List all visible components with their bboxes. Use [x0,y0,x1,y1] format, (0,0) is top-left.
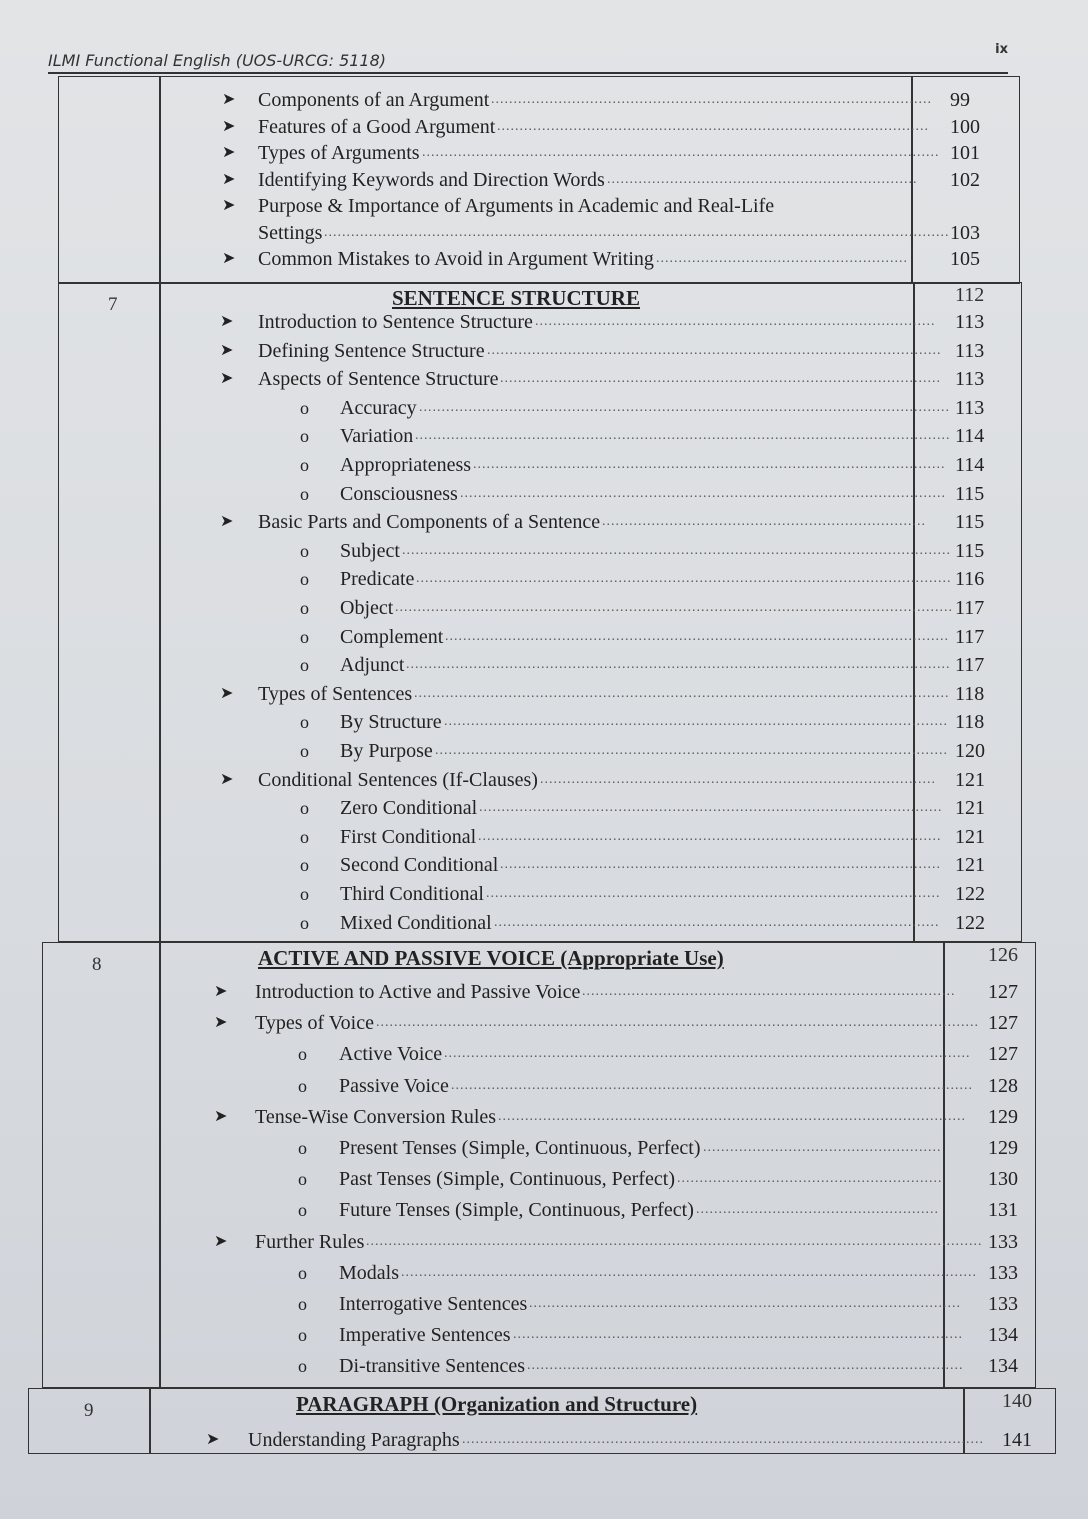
circle-bullet-icon: o [298,1200,307,1221]
entry-page-number: 99 [950,89,970,111]
entry-page-number: 133 [988,1261,1018,1284]
arrow-bullet-icon: ➤ [214,1232,228,1250]
arrow-bullet-icon: ➤ [220,684,234,702]
entry-label: Types of Sentences [258,682,413,705]
entry-label: Zero Conditional [340,797,478,820]
leader-dots: ........................................................... [677,1171,943,1187]
leader-dots: ................................................................................................ [529,1296,961,1311]
entry-page-number: 115 [955,539,985,562]
entry-label: Further Rules [255,1230,365,1253]
entry-label: Conditional Sentences (If-Clauses) [258,768,538,791]
entry-page-number: 102 [950,168,980,191]
page-number-roman: ix [995,42,1008,57]
circle-bullet-icon: o [300,712,309,733]
circle-bullet-icon: o [300,455,309,475]
leader-dots: ........................................................ [656,251,908,266]
circle-bullet-icon: o [298,1169,307,1190]
entry-page-number: 141 [1002,1429,1032,1451]
circle-bullet-icon: o [300,912,309,933]
circle-bullet-icon: o [300,540,309,561]
entry-label: Features of a Good Argument [258,115,496,138]
entry-page-number: 128 [988,1074,1018,1097]
entry-label: Future Tenses (Simple, Continuous, Perfect) [339,1199,694,1222]
circle-bullet-icon: o [300,626,309,647]
leader-dots: ........................................................................................ [540,771,936,787]
entry-page-number: 129 [988,1105,1018,1128]
arrow-bullet-icon: ➤ [220,341,234,359]
leader-dots: ...................................................... [696,1202,939,1218]
toc-entry [0,337,1088,365]
toc-entry [0,651,1088,679]
circle-bullet-icon: o [300,397,309,418]
entry-label: Purpose & Importance of Arguments in Academic and Real-Life [258,195,775,217]
toc-entry [0,166,1088,194]
entry-page-number: 113 [955,339,985,362]
toc-entry [0,451,1088,479]
arrow-bullet-icon: ➤ [222,91,236,108]
toc-entry [0,1040,1088,1068]
toc-entry [0,880,1088,908]
toc-entry [0,219,1088,247]
entry-page-number: 121 [955,768,985,791]
entry-label: Understanding Paragraphs [248,1429,460,1451]
entry-label: Di-transitive Sentences [339,1355,526,1378]
entry-page-number: 133 [988,1293,1018,1315]
circle-bullet-icon: o [300,598,309,618]
entry-label: Past Tenses (Simple, Continuous, Perfect) [339,1168,675,1191]
entry-page-number: 121 [955,854,985,877]
entry-label: Mixed Conditional [340,911,492,934]
leader-dots: ....................................................................................................................... [415,428,951,444]
toc-entry [0,1072,1088,1100]
toc-entry [0,1134,1088,1162]
entry-page-number: 129 [988,1137,1018,1159]
entry-label: Imperative Sentences [339,1324,511,1347]
toc-entry [0,1321,1088,1349]
toc-entry [0,1103,1088,1131]
leader-dots: ................................................................................................ [497,118,929,134]
entry-label: Passive Voice [339,1074,449,1097]
entry-page-number: 101 [950,142,980,164]
entry-label: Active Voice [339,1043,443,1066]
entry-label: Adjunct [340,654,405,677]
entry-label: Accuracy [340,396,417,419]
arrow-bullet-icon: ➤ [222,170,236,188]
circle-bullet-icon: o [300,483,309,504]
toc-entry [0,794,1088,822]
entry-page-number: 117 [955,654,985,677]
entry-page-number: 134 [988,1324,1018,1347]
entry-label: Object [340,597,394,619]
arrow-bullet-icon: ➤ [214,1107,228,1125]
circle-bullet-icon: o [298,1356,307,1377]
leader-dots: ....................................................................................................................... [416,571,952,587]
toc-entry [0,623,1088,651]
entry-label: By Structure [340,711,442,734]
chapter-title: SENTENCE STRUCTURE [392,286,640,310]
entry-page-number: 114 [955,425,985,448]
toc-entry [0,1228,1088,1256]
leader-dots: .................................................................................................. [500,857,941,873]
chapter-page-number: 126 [988,944,1018,966]
entry-page-number: 134 [988,1355,1018,1378]
entry-label: Identifying Keywords and Direction Words [258,168,605,191]
leader-dots: ..................................................................................................................... [444,1046,971,1062]
leader-dots: ...................................................................................................................... [419,399,950,415]
toc-entry [0,680,1088,708]
entry-page-number: 127 [988,1043,1018,1066]
circle-bullet-icon: o [300,741,309,761]
toc-entry [0,1352,1088,1380]
toc-entry [0,594,1088,622]
chapter-number: 8 [92,954,102,975]
toc-entry [0,113,1088,141]
circle-bullet-icon: o [298,1325,307,1346]
arrow-bullet-icon: ➤ [222,197,236,214]
toc-entry [0,1165,1088,1193]
entry-page-number: 122 [955,883,985,905]
leader-dots: ............................................................................................................ [460,485,946,501]
entry-label: Third Conditional [340,883,484,905]
toc-entry [0,537,1088,565]
circle-bullet-icon: o [300,798,309,819]
chapter-number: 9 [84,1400,94,1421]
toc-entry [0,823,1088,851]
entry-page-number: 117 [955,625,985,648]
leader-dots: ....................................................................................................... [478,828,942,844]
entry-page-number: 114 [955,454,985,476]
chapter-number: 7 [108,294,118,315]
circle-bullet-icon: o [300,826,309,847]
entry-page-number: 105 [950,248,980,270]
entry-label: Types of Voice [255,1012,374,1035]
leader-dots: ...................................................................................................................................... [376,1015,979,1031]
chapter-title: PARAGRAPH (Organization and Structure) [296,1392,698,1416]
entry-page-number: 113 [955,396,985,419]
chapter-title: ACTIVE AND PASSIVE VOICE (Appropriate Use) [258,946,724,970]
leader-dots: ................................................................................................. [527,1358,964,1374]
chapter-page-number: 112 [955,284,985,306]
toc-entry [0,1009,1088,1037]
entry-label: Aspects of Sentence Structure [258,368,499,391]
entry-label: Defining Sentence Structure [258,339,485,362]
leader-dots: ..................................................................................................... [487,342,942,358]
toc-entry [0,565,1088,593]
arrow-bullet-icon: ➤ [220,513,234,531]
circle-bullet-icon: o [298,1138,307,1158]
entry-page-number: 130 [988,1168,1018,1191]
entry-label: Predicate [340,568,415,591]
leader-dots: ........................................................................................................ [498,1108,966,1124]
circle-bullet-icon: o [298,1294,307,1314]
entry-label: Consciousness [340,482,458,505]
arrow-bullet-icon: ➤ [222,117,236,135]
entry-page-number: 100 [950,115,980,138]
entry-page-number: 115 [955,482,985,505]
leader-dots: ......................................................................................... [535,314,936,329]
circle-bullet-icon: o [298,1044,307,1065]
arrow-bullet-icon: ➤ [222,144,236,161]
entry-page-number: 117 [955,597,985,619]
toc-entry [0,1196,1088,1224]
toc-entry [0,422,1088,450]
leader-dots: .................................................................................................................. [435,743,948,758]
leader-dots: .................................................................................................................... [462,1432,984,1447]
leader-dots: ................................................................................................................................ [401,1264,977,1280]
toc-entry [0,708,1088,736]
entry-label: Common Mistakes to Avoid in Argument Writing [258,248,654,270]
toc-entry [0,766,1088,794]
toc-entry [0,139,1088,167]
entry-label: First Conditional [340,825,477,848]
entry-label: Present Tenses (Simple, Continuous, Perfect) [339,1137,701,1159]
leader-dots: ................................................................................................... [494,914,940,930]
leader-dots: ................................................................................... [582,984,956,999]
leader-dots: .................................................................................................. [491,92,932,107]
toc-entry [0,480,1088,508]
leader-dots: ........................................................................ [602,514,926,530]
leader-dots: ..................................................................................................... [486,886,941,901]
leader-dots: .................................................................................................. [500,371,941,387]
entry-label: Modals [339,1261,399,1284]
entry-page-number: 103 [950,221,980,244]
toc-entry [0,851,1088,879]
entry-label: Second Conditional [340,854,499,877]
entry-page-number: 121 [955,825,985,848]
entry-page-number: 118 [955,682,985,705]
entry-page-number: 122 [955,911,985,934]
entry-label: Introduction to Active and Passive Voice [255,981,581,1003]
toc-entry [0,508,1088,536]
entry-page-number: 116 [955,568,985,591]
circle-bullet-icon: o [298,1262,307,1283]
arrow-bullet-icon: ➤ [222,250,236,267]
circle-bullet-icon: o [298,1075,307,1096]
toc-entry [0,909,1088,937]
toc-entry [0,192,1088,220]
entry-page-number: 127 [988,1012,1018,1035]
leader-dots: ....................................................................................................................... [414,685,950,701]
entry-label: Subject [340,539,400,562]
entry-label: Basic Parts and Components of a Sentence [258,511,601,534]
entry-label: Settings [258,221,323,244]
arrow-bullet-icon: ➤ [220,370,234,388]
entry-label: By Purpose [340,740,433,762]
entry-label: Complement [340,625,444,648]
arrow-bullet-icon: ➤ [214,983,228,1000]
leader-dots: ..................................................................... [607,171,918,187]
entry-page-number: 121 [955,797,985,820]
entry-label: Tense-Wise Conversion Rules [255,1105,497,1128]
entry-label: Interrogative Sentences [339,1293,528,1315]
leader-dots: ......................................................................................................................... [406,657,951,673]
running-header [48,42,1008,74]
leader-dots: ....................................................................................................... [479,800,943,816]
toc-entry [0,86,1088,114]
toc-entry [0,308,1088,336]
arrow-bullet-icon: ➤ [220,313,234,330]
toc-entry [0,978,1088,1006]
leader-dots: ........................................................................................................................................... [324,224,950,240]
entry-page-number: 127 [988,981,1018,1003]
circle-bullet-icon: o [300,426,309,447]
leader-dots: ..................................................... [703,1140,942,1155]
chapter-page-number: 140 [1002,1390,1032,1412]
entry-page-number: 115 [955,511,985,534]
toc-entry [0,1259,1088,1287]
entry-page-number: 118 [955,711,985,734]
book-title: ILMI Functional English (UOS-URCG: 5118) [48,51,387,70]
entry-page-number: 120 [955,740,985,762]
leader-dots: .......................................................................................................................... [402,542,951,558]
toc-entry [0,1290,1088,1318]
toc-entry [0,737,1088,765]
leader-dots: ............................................................................................................................ [395,600,953,615]
leader-dots: ......................................................................................................................................... [366,1233,983,1249]
leader-dots: .................................................................................................................... [451,1077,973,1093]
arrow-bullet-icon: ➤ [220,770,234,788]
arrow-bullet-icon: ➤ [206,1431,220,1448]
entry-label: Introduction to Sentence Structure [258,311,533,333]
entry-label: Components of an Argument [258,89,490,111]
entry-page-number: 113 [955,311,985,333]
circle-bullet-icon: o [300,655,309,676]
entry-label: Variation [340,425,414,448]
entry-page-number: 131 [988,1199,1018,1222]
leader-dots: ......................................................................................................... [473,457,946,472]
toc-entry [0,365,1088,393]
arrow-bullet-icon: ➤ [214,1014,228,1032]
circle-bullet-icon: o [300,569,309,590]
entry-label: Appropriateness [340,454,472,476]
leader-dots: ................................................................................................................... [422,145,940,160]
entry-label: Types of Arguments [258,142,420,164]
circle-bullet-icon: o [300,855,309,876]
leader-dots: ................................................................................................................ [444,714,948,730]
leader-dots: .................................................................................................... [513,1327,963,1343]
entry-page-number: 113 [955,368,985,391]
circle-bullet-icon: o [300,884,309,904]
toc-entry [0,394,1088,422]
toc-entry [0,1426,1088,1454]
entry-page-number: 133 [988,1230,1018,1253]
leader-dots: ................................................................................................................ [445,628,949,644]
toc-entry [0,245,1088,273]
